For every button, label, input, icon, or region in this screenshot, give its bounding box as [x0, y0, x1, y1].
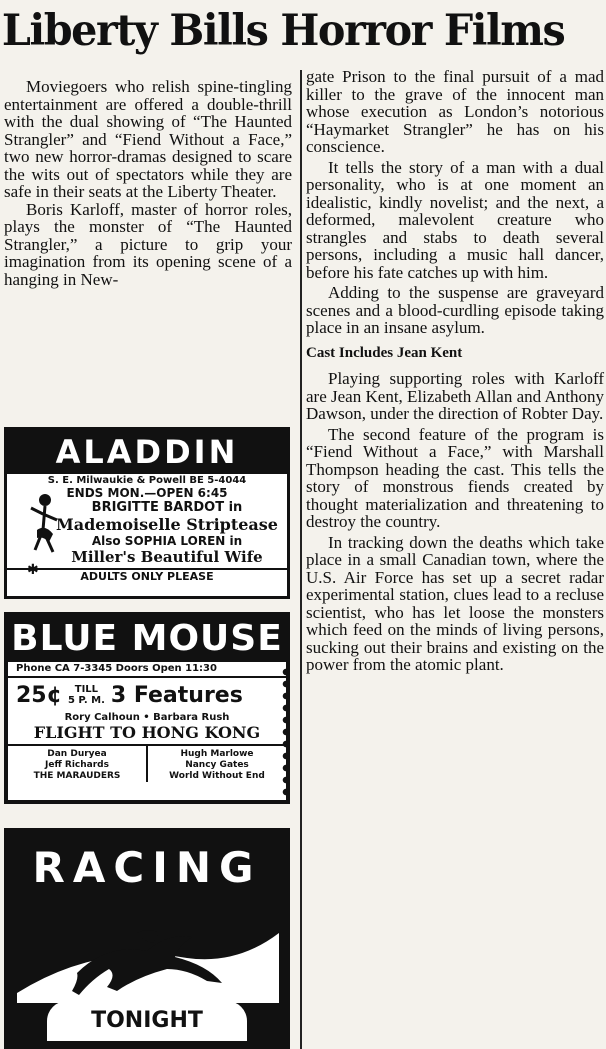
blue-mouse-ad	[4, 612, 290, 804]
till-line: 5 P. M.	[67, 695, 105, 706]
article-paragraph: gate Prison to the final pursuit of a mad killer to the grave of the innocent man whose execution as London’s notorious “Haymarket Strangler” he has on his conscience.	[306, 67, 604, 156]
horse-racing-icon	[17, 903, 279, 1003]
blue-mouse-price: 25¢	[16, 682, 62, 708]
aladdin-star: BRIGITTE BARDOT in	[91, 500, 243, 515]
article-left-column	[4, 78, 292, 288]
blue-mouse-features: 3 Features	[110, 682, 243, 708]
aladdin-ad	[4, 427, 290, 599]
article-paragraph: Moviegoers who relish spine-tingling entertainment are offered a double-thrill with the dual showing of “The Haunted Strangler” and “Fiend Without a Face,” two new horror-dramas designed to scare the wits out of spectators while they are safe in their seats at the Liberty Theater.	[4, 77, 292, 201]
film-line: THE MARAUDERS	[33, 771, 121, 781]
headline: Liberty Bills Horror Films	[1, 6, 565, 56]
blue-mouse-bottom-right	[148, 746, 286, 782]
cast-line: Jeff Richards	[45, 760, 109, 770]
blue-mouse-stars: Rory Calhoun • Barbara Rush	[64, 712, 230, 723]
article-paragraph: It tells the story of a man with a dual personality, who is at one moment an idealistic, kindly novelist; and the next, a deformed, malevolent creature who strangles and stabs to death several persons, including a music hall dancer, before his fate catches up with him.	[306, 157, 604, 282]
aladdin-address: S. E. Milwaukie & Powell BE 5-4044	[47, 475, 247, 486]
article-right-column	[306, 68, 604, 674]
article-paragraph: The second feature of the program is “Fiend Without a Face,” with Marshall Thompson heading the cast. This tells the story of monstrous fiends created by thought materialization and threatening to destroy the country.	[306, 424, 604, 531]
blue-mouse-film: FLIGHT TO HONG KONG	[8, 723, 286, 746]
cast-line: Hugh Marlowe	[180, 749, 254, 759]
article-paragraph: Playing supporting roles with Karloff are Jean Kent, Elizabeth Allan and Anthony Dawson, under the direction of Robter Day.	[306, 369, 604, 423]
aladdin-film: Mademoiselle Striptease	[56, 515, 278, 534]
blue-mouse-banner: BLUE MOUSE	[8, 616, 286, 662]
dancer-icon	[25, 490, 65, 580]
dot-border	[282, 666, 290, 802]
cast-line: Dan Duryea	[47, 749, 107, 759]
column-rule	[300, 70, 302, 1049]
blue-mouse-price-row	[8, 678, 286, 712]
cast-line: Nancy Gates	[185, 760, 249, 770]
racing-tonight: TONIGHT	[47, 1001, 247, 1041]
article-paragraph: Boris Karloff, master of horror roles, plays the monster of “The Haunted Strangler,” a picture to grip your imagination from its opening scene of a hanging in New-	[4, 199, 292, 289]
aladdin-banner: ALADDIN	[7, 430, 287, 474]
aladdin-hours: ENDS MON.—OPEN 6:45	[66, 486, 228, 500]
racing-ad	[4, 828, 290, 1049]
aladdin-also: Also SOPHIA LOREN in	[91, 534, 243, 548]
blue-mouse-bottom	[8, 746, 286, 782]
racing-title: RACING	[32, 843, 262, 892]
blue-mouse-bottom-left	[8, 746, 148, 782]
blue-mouse-phone: Phone CA 7-3345 Doors Open 11:30	[8, 662, 286, 678]
svg-text:✱: ✱	[27, 563, 39, 578]
film-line: World Without End	[169, 771, 265, 781]
aladdin-notice: ADULTS ONLY PLEASE	[7, 568, 287, 583]
blue-mouse-till	[68, 684, 105, 706]
article-paragraph: In tracking down the deaths which take place in a small Canadian town, where the U.S. Air Force has set up a secret radar experimental station, clues lead to a recluse scientist, who has let loose the monsters which feed on the minds of living persons, sucking out their brains and existing on the power from the atomic plant.	[306, 532, 604, 674]
article-subhead: Cast Includes Jean Kent	[306, 344, 463, 361]
till-line: TILL	[74, 684, 99, 695]
aladdin-film-2: Miller's Beautiful Wife	[71, 548, 263, 566]
article-paragraph: Adding to the suspense are graveyard scenes and a blood-curdling episode taking place in an insane asylum.	[306, 283, 604, 337]
